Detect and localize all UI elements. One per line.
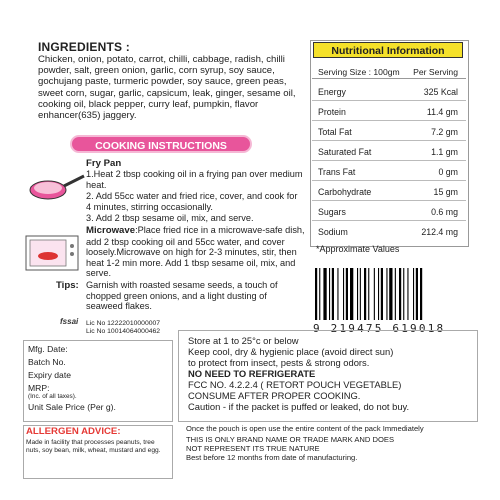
bottom-notes	[186, 424, 476, 462]
license-number-1: Lic No 12222010000007	[86, 320, 161, 327]
cooking-instructions-banner: COOKING INSTRUCTIONS	[70, 135, 252, 153]
microwave-icon	[24, 232, 82, 272]
fry-step-2: 2. Add 55cc water and fried rice, cover, and cook for 4 minutes, stirring occasionally.	[86, 191, 298, 212]
nutrition-row: Energy 325 Kcal	[312, 84, 466, 101]
nutrition-row: Sugars 0.6 mg	[312, 204, 466, 221]
fssai-logo: fssai	[60, 317, 79, 326]
nutrition-row: Protein 11.4 gm	[312, 104, 466, 121]
fry-pan-icon	[26, 166, 86, 206]
storage-line-6: CONSUME AFTER PROPER COOKING.	[188, 390, 361, 401]
microwave-title: Microwave	[86, 225, 136, 236]
mfg-date-label: Mfg. Date:	[28, 344, 68, 354]
storage-line-4: NO NEED TO REFRIGERATE	[188, 368, 316, 379]
tips-title: Tips:	[56, 280, 79, 291]
barcode-number: 9 219475 619018	[313, 322, 446, 335]
serving-size: Serving Size : 100gm	[318, 67, 400, 77]
bottom-line-3: NOT REPRESENT ITS TRUE NATURE	[186, 444, 320, 453]
nutrition-row: Saturated Fat 1.1 gm	[312, 144, 466, 161]
fry-step-3: 3. Add 2 tbsp sesame oil, mix, and serve.	[86, 213, 254, 223]
fry-pan-title: Fry Pan	[86, 158, 122, 169]
barcode-icon	[313, 268, 463, 320]
storage-line-5: FCC NO. 4.2.2.4 ( RETORT POUCH VEGETABLE)	[188, 379, 402, 390]
nutrition-row: Sodium 212.4 mg	[318, 227, 458, 237]
nutrition-title: Nutritional Information	[313, 42, 463, 58]
nutrition-row: Carbohydrate 15 gm	[312, 184, 466, 201]
storage-line-3: to protect from insect, pests & strong odors.	[188, 357, 370, 368]
nutrition-row: Total Fat 7.2 gm	[312, 124, 466, 141]
ingredients-title: INGREDIENTS :	[38, 40, 130, 54]
license-numbers	[86, 320, 160, 336]
allergen-text: Made in facility that processes peanuts, tree nuts, soy bean, milk, wheat, mustard and egg.	[26, 439, 161, 455]
batch-no-label: Batch No.	[28, 357, 66, 367]
storage-line-1: Store at 1 to 25°c or below	[188, 335, 299, 346]
storage-line-7: Caution - if the packet is puffed or leaked, do not buy.	[188, 401, 410, 412]
unit-price-label: Unit Sale Price (Per g).	[28, 402, 116, 412]
bottom-line-2: THIS IS ONLY BRAND NAME OR TRADE MARK AND DOES	[186, 435, 395, 444]
mrp-note: (Inc. of all taxes).	[28, 393, 77, 400]
fry-step-1: 1.Heat 2 tbsp cooking oil in a frying pan over medium heat.	[86, 169, 303, 190]
bottom-line-4: Best before 12 months from date of manufacturing.	[186, 453, 358, 462]
nutrition-header	[312, 64, 466, 79]
expiry-date-label: Expiry date	[28, 370, 71, 380]
microwave-text: :Place fried rice in a microwave-safe dish, add 2 tbsp cooking oil and 55cc water, and cover loosely.Microwave on high for 2-3 minutes, stir, then heat 1-2 min more. Add 1 tbsp sesame oil, mix, and serve.	[86, 225, 305, 279]
tips-text: Garnish with roasted sesame seeds, a touch of chopped green onions, and a light dusting of seaweed flakes.	[86, 280, 278, 312]
license-number-2: Lic No 10014064000462	[86, 328, 161, 335]
bottom-line-1: Once the pouch is open use the entire content of the pack Immediately	[186, 424, 424, 433]
per-serving: Per Serving	[413, 67, 458, 77]
approximate-values-note: *Approximate Values	[316, 244, 400, 254]
ingredients-text: Chicken, onion, potato, carrot, chilli, cabbage, radish, chilli powder, salt, green onion, garlic, corn syrup, soy sauce, gochujang paste, turmeric powder, soy sauce, green peas, sweet corn, sugar, garlic, capsicum, leak, ginger, sesame oil, cooking oil, black pepper, curry leaf, pumpkin, flavor enhancer(635) jaggery.	[38, 54, 296, 122]
storage-line-2: Keep cool, dry & hygienic place (avoid direct sun)	[188, 346, 394, 357]
nutrition-row: Trans Fat 0 gm	[312, 164, 466, 181]
allergen-title: ALLERGEN ADVICE:	[26, 426, 121, 437]
mrp-label: MRP:	[28, 383, 50, 393]
